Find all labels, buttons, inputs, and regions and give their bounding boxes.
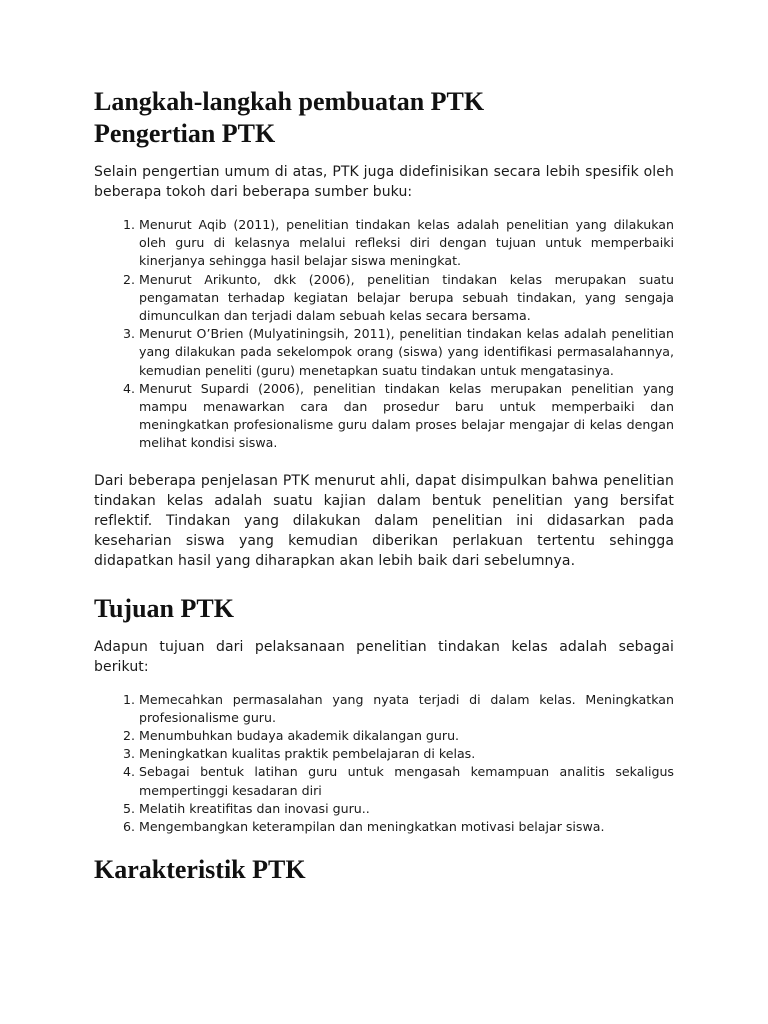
list-item: 5. Melatih kreatifitas dan inovasi guru.. <box>139 800 674 818</box>
tujuan-list <box>94 691 674 837</box>
list-item: 1. Memecahkan permasalahan yang nyata terjadi di dalam kelas. Meningkatkan profesionalisme guru. <box>139 691 674 727</box>
document-page <box>94 86 674 886</box>
conclusion-paragraph: Dari beberapa penjelasan PTK menurut ahli, dapat disimpulkan bahwa penelitian tindakan kelas adalah suatu kajian dalam bentuk penelitian yang bersifat reflektif. Tindakan yang dilakukan dalam penelitian ini didasarkan pada keseharian siswa yang kemudian diberikan perlakuan tertentu sehingga didapatkan hasil yang diharapkan akan lebih baik dari sebelumnya. <box>94 472 674 569</box>
section-heading-tujuan: Tujuan PTK <box>94 593 234 623</box>
list-item: 3. Menurut O’Brien (Mulyatiningsih, 2011), penelitian tindakan kelas adalah penelitian yang dilakukan pada sekelompok orang (siswa) yang identifikasi permasalahannya, kemudian peneliti (guru) menetapkan suatu tindakan untuk mengatasinya. <box>139 325 674 380</box>
list-item: 1. Menurut Aqib (2011), penelitian tindakan kelas adalah penelitian yang dilakukan oleh guru di kelasnya melalui refleksi diri dengan tujuan untuk memperbaiki kinerjanya sehingga hasil belajar siswa meningkat. <box>139 216 674 271</box>
intro-paragraph: Selain pengertian umum di atas, PTK juga didefinisikan secara lebih spesifik oleh beberapa tokoh dari beberapa sumber buku: <box>94 164 674 200</box>
list-item: 2. Menumbuhkan budaya akademik dikalangan guru. <box>139 727 674 745</box>
tujuan-intro-paragraph: Adapun tujuan dari pelaksanaan penelitian tindakan kelas adalah sebagai berikut: <box>94 638 674 675</box>
definitions-list <box>94 216 674 453</box>
document-title: Langkah-langkah pembuatan PTK <box>94 87 485 116</box>
list-item: 4. Menurut Supardi (2006), penelitian tindakan kelas merupakan penelitian yang mampu menawarkan cara dan prosedur baru untuk memperbaiki dan meningkatkan profesionalisme guru dalam proses belajar mengajar di kelas dengan melihat kondisi siswa. <box>139 380 674 453</box>
list-item: 2. Menurut Arikunto, dkk (2006), penelitian tindakan kelas merupakan suatu pengamatan terhadap kegiatan belajar berupa sebuah tindakan, yang sengaja dimunculkan dan terjadi dalam sebuah kelas secara bersama. <box>139 271 674 326</box>
list-item: 6. Mengembangkan keterampilan dan meningkatkan motivasi belajar siswa. <box>139 818 674 836</box>
section-heading-karakteristik: Karakteristik PTK <box>94 855 306 885</box>
list-item: 3. Meningkatkan kualitas praktik pembelajaran di kelas. <box>139 745 674 763</box>
list-item: 4. Sebagai bentuk latihan guru untuk mengasah kemampuan analitis sekaligus mempertinggi kesadaran diri <box>139 763 674 799</box>
section-heading-pengertian: Pengertian PTK <box>94 119 276 148</box>
